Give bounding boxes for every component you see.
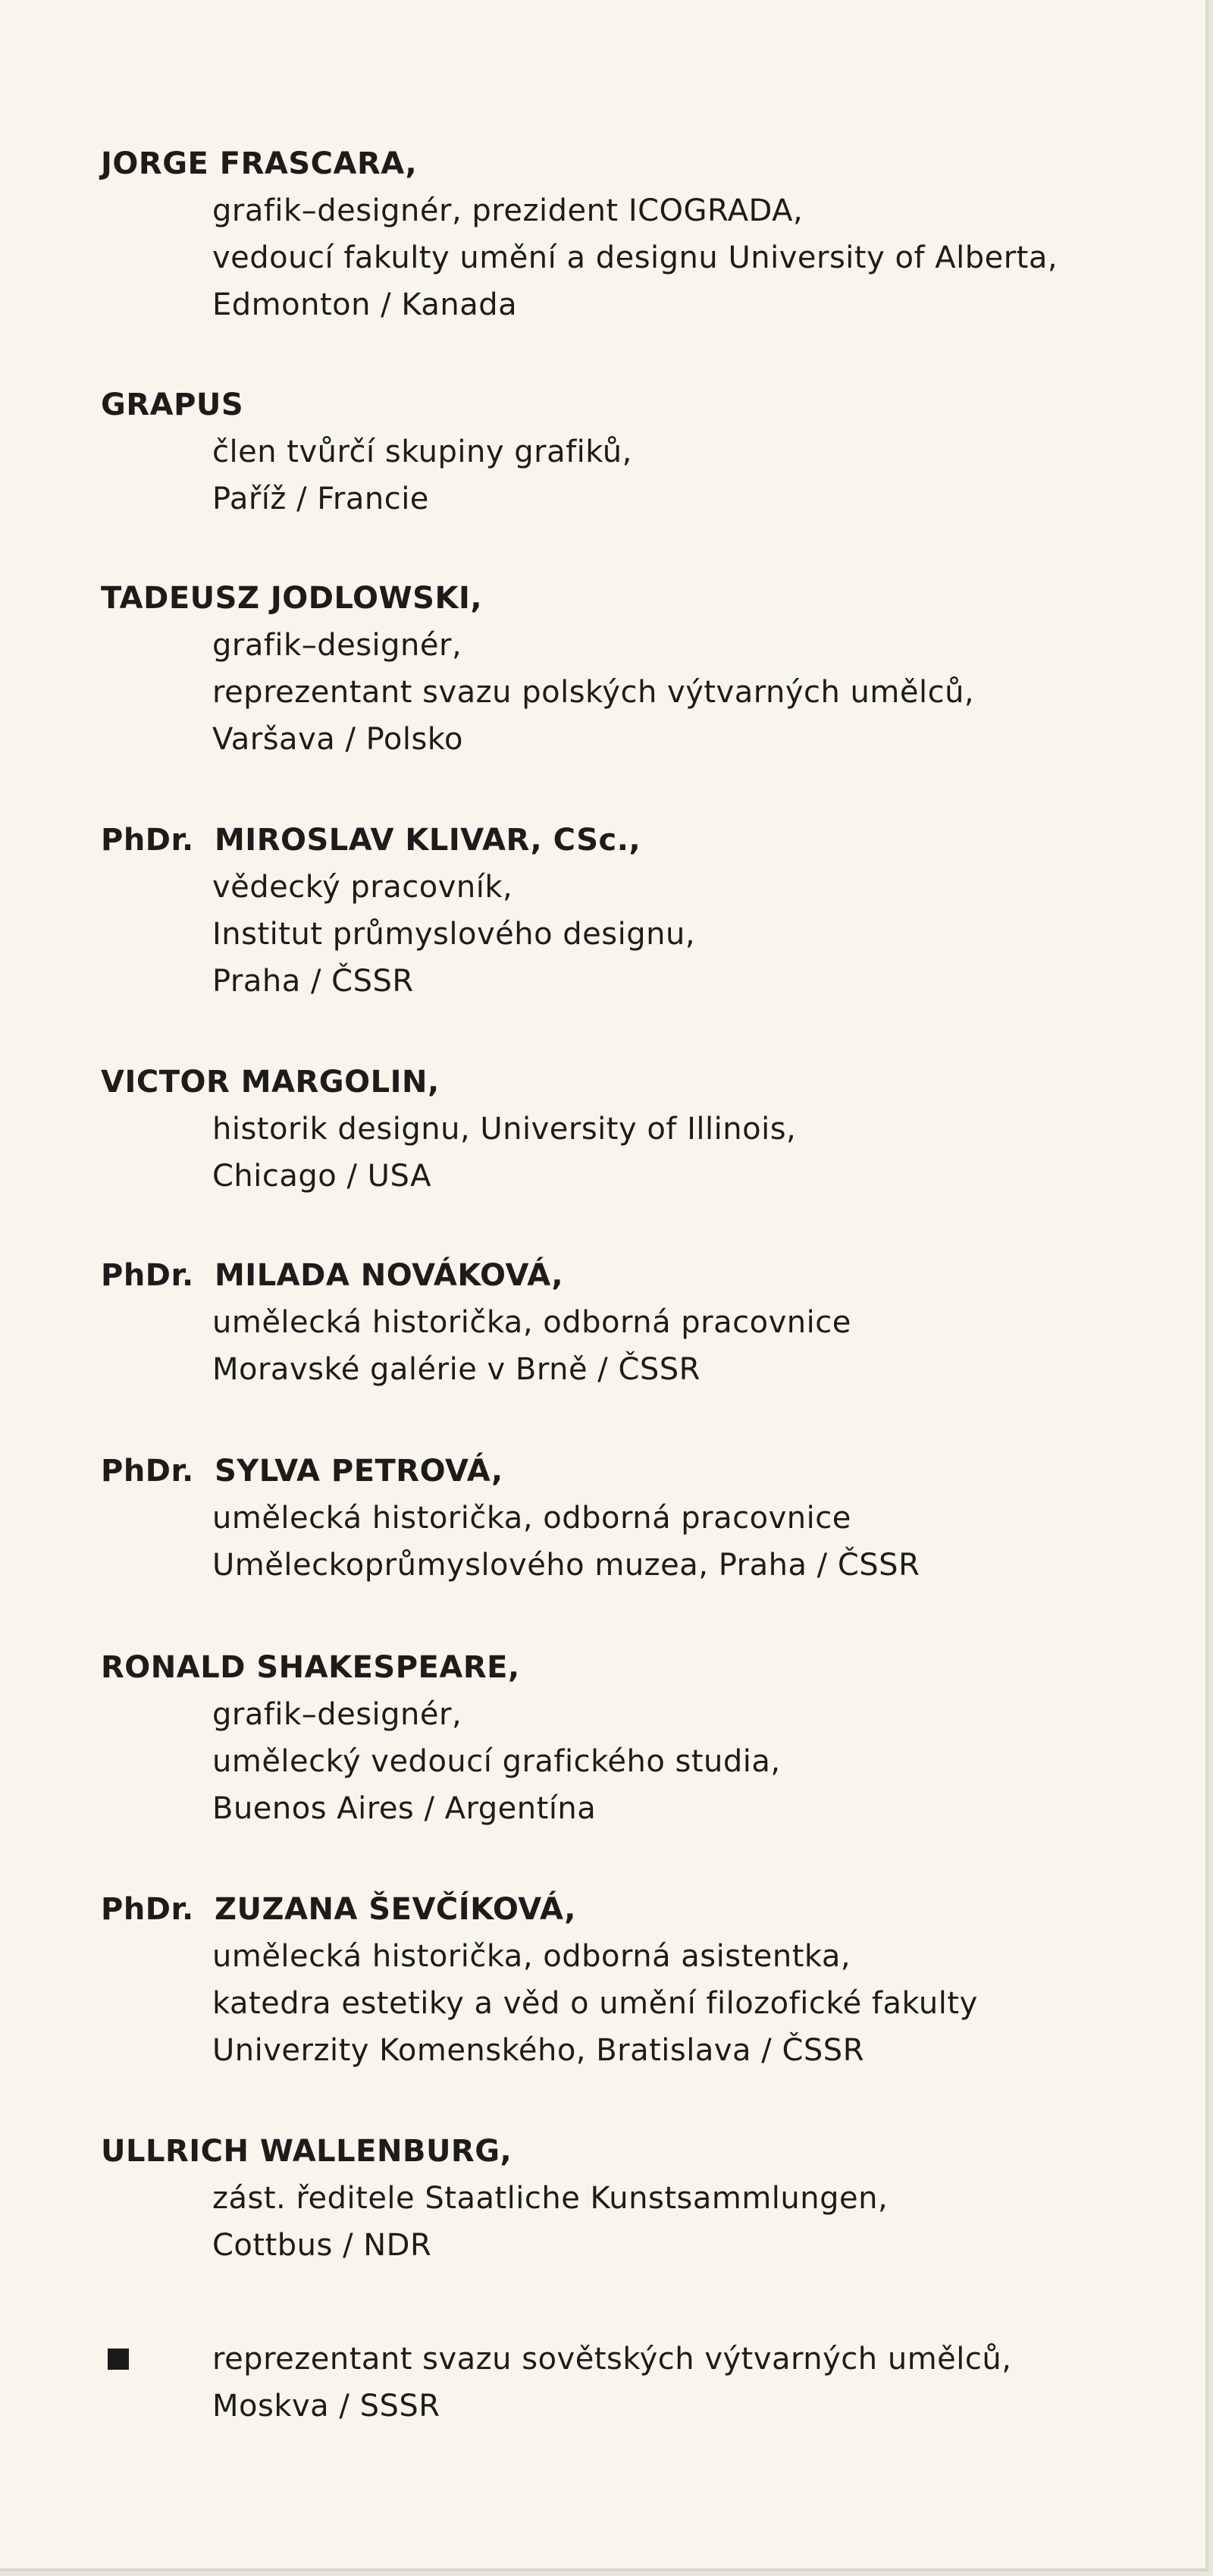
juror-detail-line: katedra estetiky a věd o umění filozofické fakulty xyxy=(212,1986,978,2021)
juror-detail-line: umělecká historička, odborná pracovnice xyxy=(212,1501,851,1536)
academic-title: PhDr. xyxy=(101,1892,194,1927)
name-line xyxy=(0,575,1137,622)
name-line xyxy=(0,140,1137,187)
name-line xyxy=(0,1059,1137,1106)
juror-detail-line: Cottbus / NDR xyxy=(212,2228,432,2263)
juror-detail-line: umělecká historička, odborná asistentka, xyxy=(212,1939,851,1974)
juror-entry xyxy=(0,1886,1137,2068)
juror-entry xyxy=(0,1448,1137,1583)
juror-entry xyxy=(0,817,1137,999)
juror-detail-line: historik designu, University of Illinois, xyxy=(212,1112,797,1147)
name-line xyxy=(0,1448,1137,1495)
juror-detail-line: grafik–designér, xyxy=(212,1697,462,1732)
juror-detail-line: vedoucí fakulty umění a designu University of Alberta, xyxy=(212,240,1058,275)
juror-detail-line: Institut průmyslového designu, xyxy=(212,917,696,952)
name-line xyxy=(0,1886,1137,1933)
name-line xyxy=(0,381,1137,428)
juror-name: MILADA NOVÁKOVÁ, xyxy=(215,1258,564,1293)
academic-title: PhDr. xyxy=(101,1454,194,1489)
juror-name: SYLVA PETROVÁ, xyxy=(215,1454,503,1489)
juror-detail-line: Edmonton / Kanada xyxy=(212,287,518,322)
juror-detail-line: vědecký pracovník, xyxy=(212,870,513,905)
juror-detail-line: Moskva / SSSR xyxy=(212,2389,440,2424)
juror-detail-line: Univerzity Komenského, Bratislava / ČSSR xyxy=(212,2033,864,2068)
juror-name: ULLRICH WALLENBURG, xyxy=(101,2134,512,2169)
juror-entry xyxy=(0,2128,1137,2263)
juror-detail-line: reprezentant svazu sovětských výtvarných umělců, xyxy=(212,2342,1012,2377)
juror-detail-line: reprezentant svazu polských výtvarných umělců, xyxy=(212,675,975,710)
juror-detail-line: Varšava / Polsko xyxy=(212,722,463,757)
juror-entry xyxy=(0,140,1137,322)
juror-name: MIROSLAV KLIVAR, CSc., xyxy=(215,823,641,858)
juror-entry xyxy=(0,575,1137,757)
juror-name: RONALD SHAKESPEARE, xyxy=(101,1650,520,1685)
name-line xyxy=(0,1644,1137,1691)
juror-name: JORGE FRASCARA, xyxy=(101,146,418,181)
juror-detail-line: Chicago / USA xyxy=(212,1159,431,1194)
juror-detail-line: Paříž / Francie xyxy=(212,482,429,516)
name-line xyxy=(0,1252,1137,1299)
juror-detail-line: Buenos Aires / Argentína xyxy=(212,1791,597,1826)
name-line xyxy=(0,2128,1137,2175)
juror-detail-line: Moravské galérie v Brně / ČSSR xyxy=(212,1352,701,1387)
juror-name: GRAPUS xyxy=(101,387,244,422)
juror-detail-line: člen tvůrčí skupiny grafiků, xyxy=(212,435,632,469)
juror-detail-line: Uměleckoprůmyslového muzea, Praha / ČSSR xyxy=(212,1548,920,1583)
juror-detail-line: zást. ředitele Staatliche Kunstsammlungen, xyxy=(212,2181,889,2216)
juror-detail-line: grafik–designér, prezident ICOGRADA, xyxy=(212,193,804,228)
juror-detail-line: grafik–designér, xyxy=(212,628,462,663)
juror-detail-line: umělecká historička, odborná pracovnice xyxy=(212,1305,851,1340)
juror-detail-line: umělecký vedoucí grafického studia, xyxy=(212,1744,781,1779)
academic-title: PhDr. xyxy=(101,1258,194,1293)
juror-entry xyxy=(0,381,1137,516)
juror-entry xyxy=(0,1252,1137,1387)
juror-name: ZUZANA ŠEVČÍKOVÁ, xyxy=(215,1892,576,1927)
juror-entry xyxy=(0,1644,1137,1826)
juror-entry xyxy=(0,1059,1137,1194)
juror-detail-line: Praha / ČSSR xyxy=(212,964,414,999)
academic-title: PhDr. xyxy=(101,823,194,858)
square-bullet-icon xyxy=(108,2349,129,2370)
juror-name: VICTOR MARGOLIN, xyxy=(101,1065,440,1100)
juror-name: TADEUSZ JODLOWSKI, xyxy=(101,581,483,616)
name-line xyxy=(0,817,1137,864)
